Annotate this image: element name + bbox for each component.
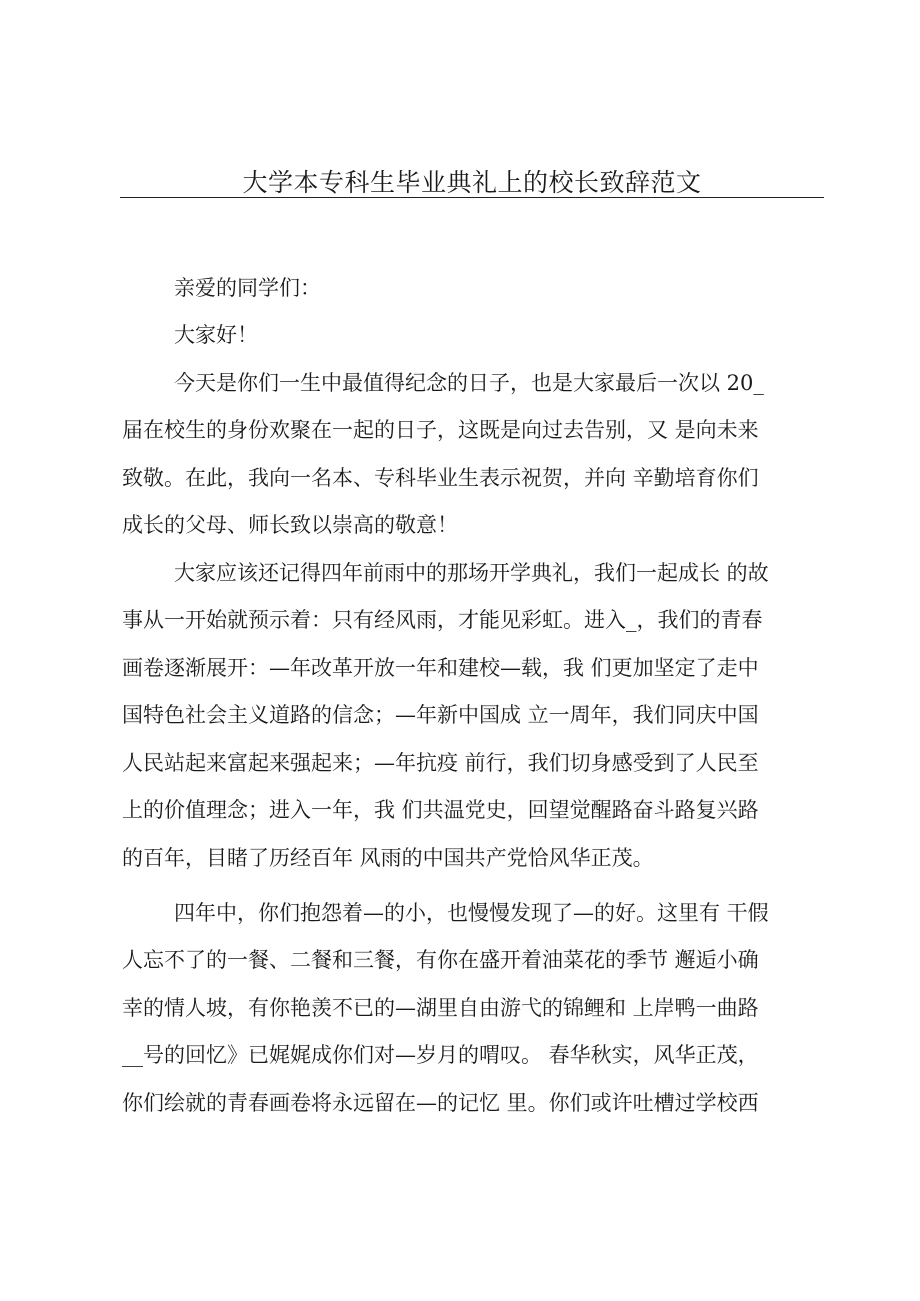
paragraph-line: __号的回忆》已娓娓成你们对—岁月的喟叹。 春华秋实，风华正茂， [122, 1043, 759, 1067]
paragraph-line: 画卷逐渐展开：—年改革开放一年和建校—载，我 们更加坚定了走中 [122, 656, 759, 680]
greeting-line: 大家好！ [174, 323, 258, 347]
paragraph-line: 人民站起来富起来强起来；—年抗疫 前行，我们切身感受到了人民至 [122, 751, 759, 775]
paragraph-line: 你们绘就的青春画卷将永远留在—的记忆 里。你们或许吐槽过学校西 [122, 1091, 759, 1115]
paragraph-line: 幸的情人坡，有你艳羡不已的—湖里自由游弋的锦鲤和 上岸鸭一曲路 [122, 996, 759, 1020]
paragraph-line: 四年中，你们抱怨着—的小，也慢慢发现了—的好。这里有 干假 [174, 901, 769, 925]
paragraph-line: 致敬。在此，我向一名本、专科毕业生表示祝贺，并向 辛勤培育你们 [122, 466, 759, 490]
paragraph-line: 成长的父母、师长致以崇高的敬意！ [122, 513, 458, 537]
document-title: 大学本专科生毕业典礼上的校长致辞范文 [242, 168, 702, 197]
salutation-line: 亲爱的同学们： [174, 276, 321, 300]
paragraph-line: 的百年，目睹了历经百年 风雨的中国共产党恰风华正茂。 [122, 846, 654, 870]
paragraph-line: 届在校生的身份欢聚在一起的日子，这既是向过去告别，又 是向未来 [122, 418, 759, 442]
paragraph-line: 上的价值理念；进入一年，我 们共温党史，回望觉醒路奋斗路复兴路 [122, 798, 759, 822]
paragraph-line: 国特色社会主义道路的信念；—年新中国成 立一周年，我们同庆中国 [122, 703, 759, 727]
paragraph-line: 事从一开始就预示着：只有经风雨，才能见彩虹。进入_，我们的青春 [122, 608, 763, 632]
title-underline [120, 197, 824, 198]
paragraph-line: 人忘不了的一餐、二餐和三餐，有你在盛开着油菜花的季节 邂逅小确 [122, 948, 759, 972]
paragraph-line: 大家应该还记得四年前雨中的那场开学典礼，我们一起成长 的故 [174, 561, 769, 585]
paragraph-line: 今天是你们一生中最值得纪念的日子，也是大家最后一次以 20_ [174, 371, 764, 395]
